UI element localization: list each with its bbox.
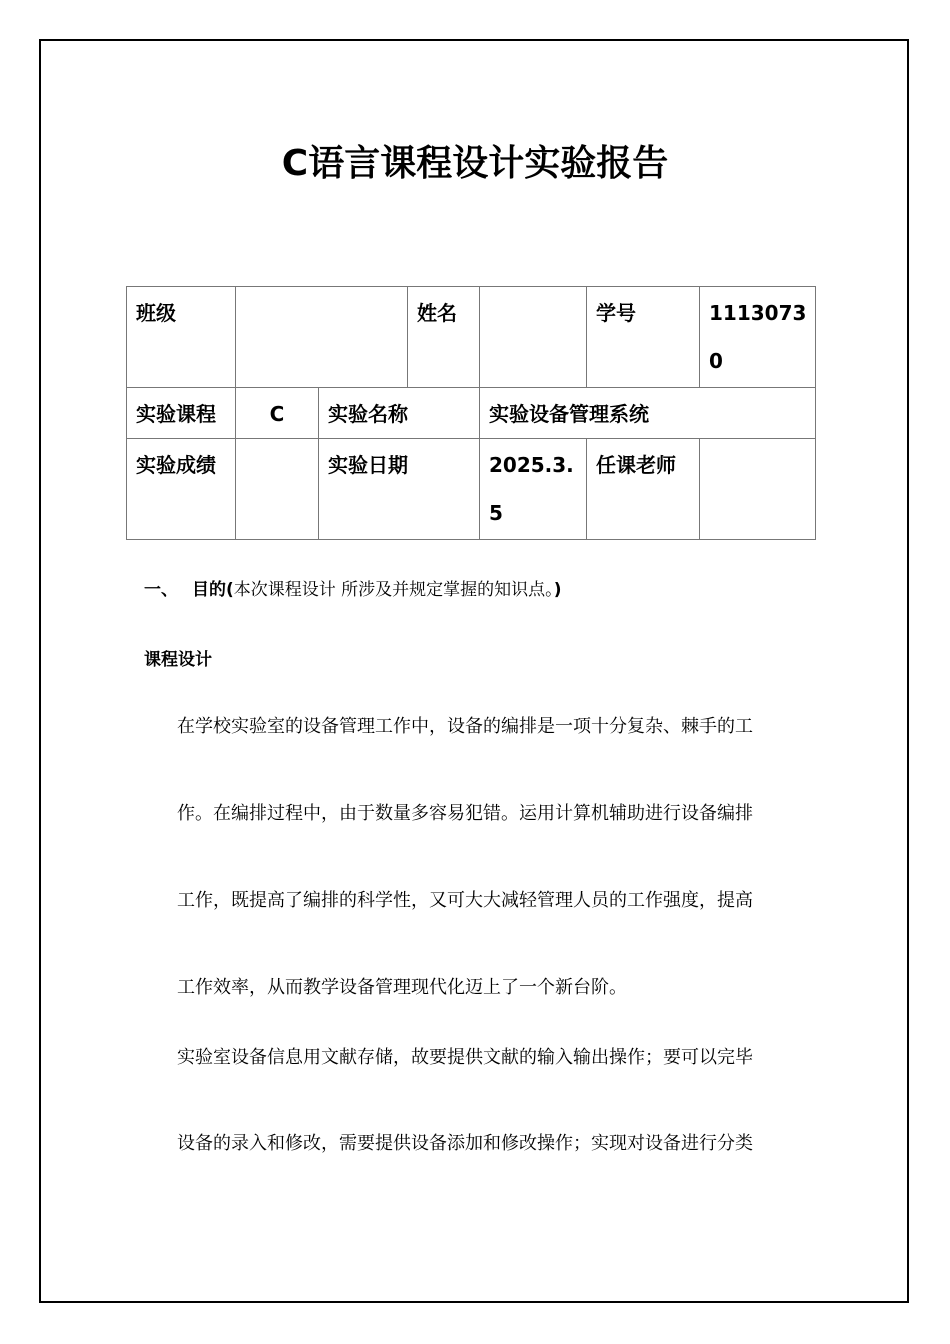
name-label: 姓名 [408, 287, 480, 388]
body-line: 工作效率，从而教学设备管理现代化迈上了一个新台阶。 [177, 977, 627, 998]
section-note: 本次课程设计 所涉及并规定掌握的知识点。 [233, 580, 554, 600]
grade-label: 实验成绩 [127, 439, 236, 540]
grade-value [236, 439, 319, 540]
body-line: 设备的录入和修改，需要提供设备添加和修改操作；实现对设备进行分类 [177, 1133, 753, 1154]
info-table [126, 286, 816, 540]
section-subheading: 课程设计 [144, 650, 212, 670]
table-row-1 [127, 287, 816, 388]
teacher-value [700, 439, 816, 540]
course-label: 实验课程 [127, 388, 236, 439]
date-label: 实验日期 [319, 439, 480, 540]
name-value [480, 287, 587, 388]
body-line: 作。在编排过程中，由于数量多容易犯错。运用计算机辅助进行设备编排 [177, 803, 753, 824]
section-paren-close: ) [553, 580, 562, 600]
student-id-label: 学号 [587, 287, 700, 388]
teacher-label: 任课老师 [587, 439, 700, 540]
report-title: C语言课程设计实验报告 [281, 143, 669, 184]
experiment-name-label: 实验名称 [319, 388, 480, 439]
course-value: C [236, 388, 319, 439]
student-id-value: 11130730 [700, 287, 816, 388]
experiment-name-value: 实验设备管理系统 [480, 388, 816, 439]
date-value: 2025.3.5 [480, 439, 587, 540]
body-line: 工作，既提高了编排的科学性，又可大大减轻管理人员的工作强度，提高 [177, 890, 753, 911]
class-value [236, 287, 408, 388]
section-label: 目的 [192, 580, 226, 600]
section-number: 一、 [144, 580, 178, 600]
table-row-3 [127, 439, 816, 540]
body-line: 在学校实验室的设备管理工作中，设备的编排是一项十分复杂、棘手的工 [177, 716, 753, 737]
section-paren-open: ( [226, 580, 234, 600]
table-row-2 [127, 388, 816, 439]
section-heading [144, 576, 561, 604]
class-label: 班级 [127, 287, 236, 388]
body-line: 实验室设备信息用文献存储，故要提供文献的输入输出操作；要可以完毕 [177, 1047, 753, 1068]
